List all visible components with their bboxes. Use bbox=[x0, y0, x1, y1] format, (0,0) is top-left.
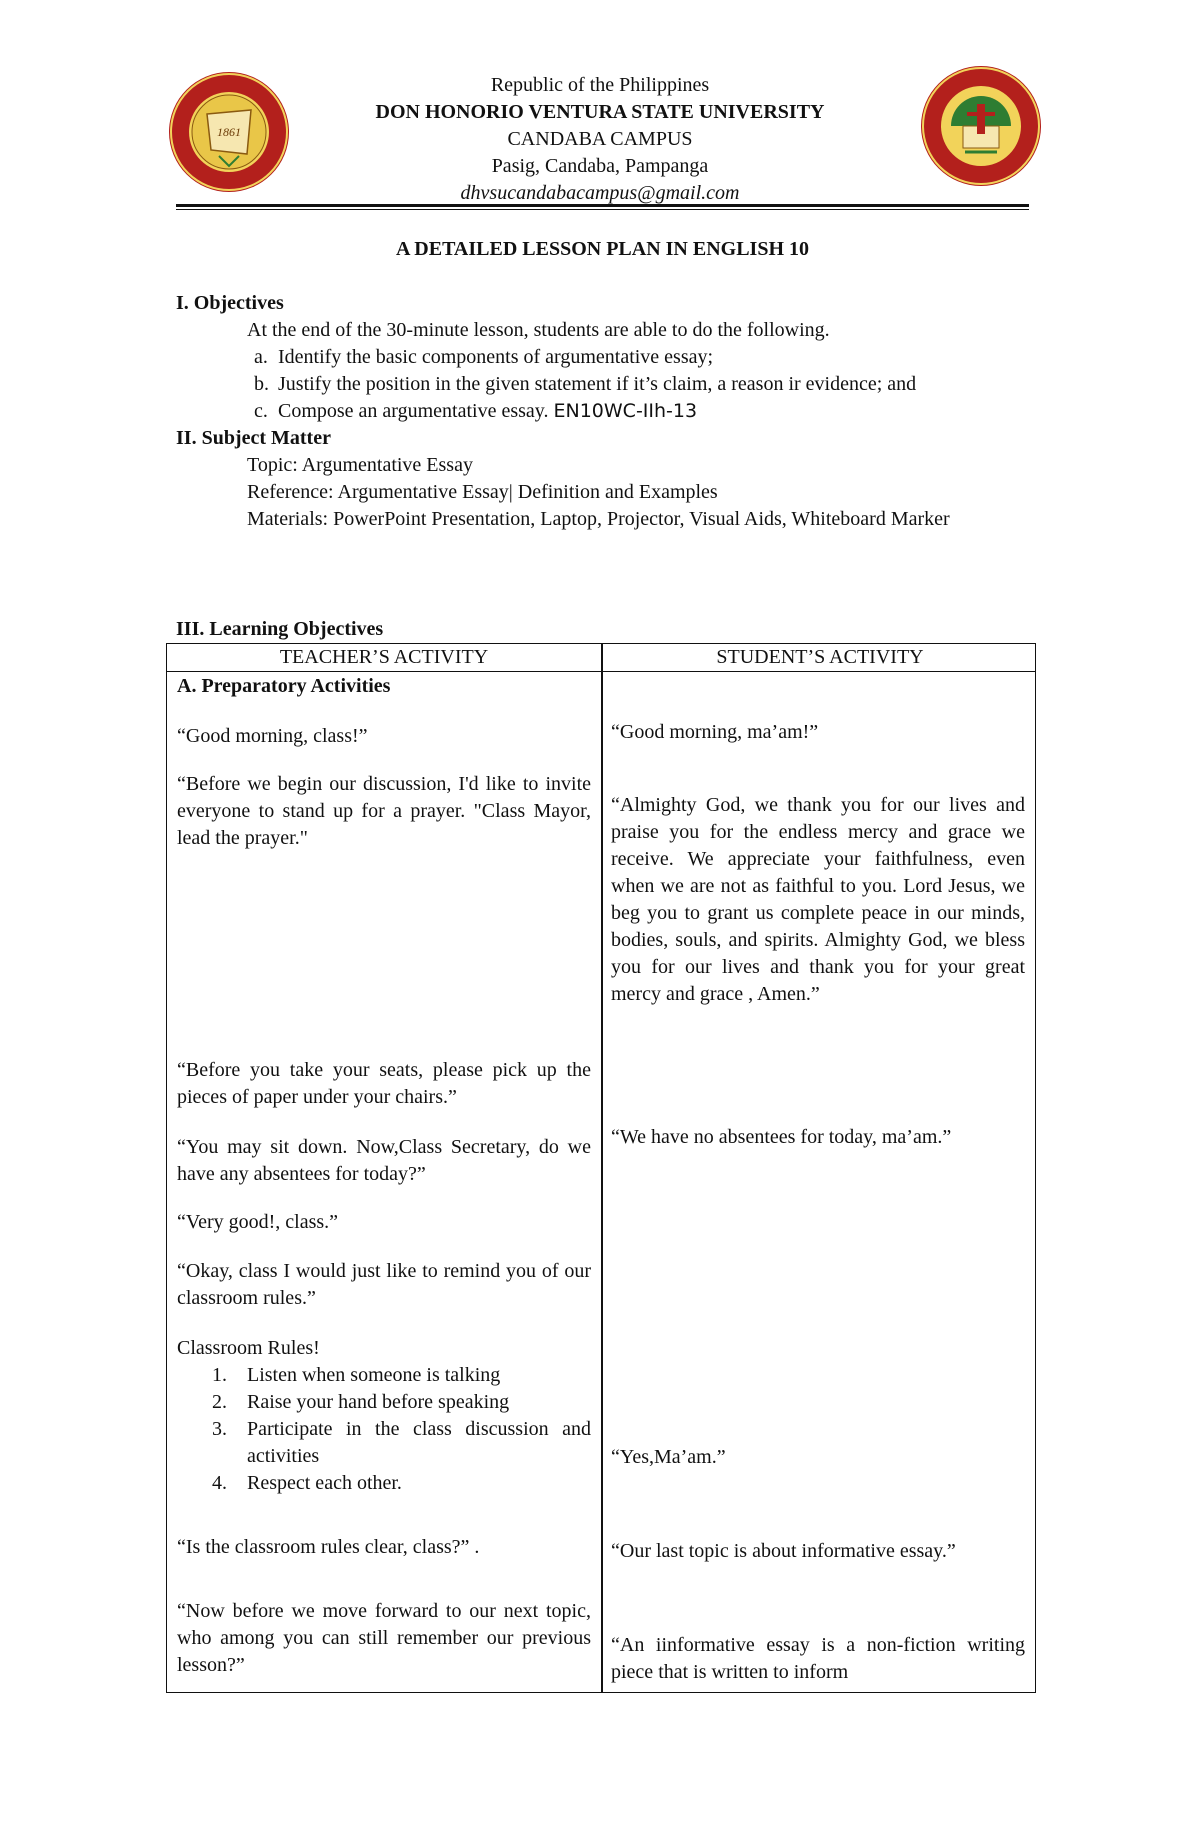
rule-item: 4. Respect each other. bbox=[212, 1472, 402, 1494]
activity-table bbox=[166, 643, 1036, 1693]
teacher-attendance: “You may sit down. Now,Class Secretary, do we have any absentees for today?” bbox=[177, 1136, 591, 1185]
student-prayer: “Almighty God, we thank you for our lives and praise you for the endless mercy and grace we receive. We appreciate your faithfulness, even when we are not as faithful to you. Lord Jesus, we beg you to grant us complete peace in our minds, bodies, souls, and spirits. Almighty God, we bless you for our lives and thank you for your great mercy and grace , Amen.” bbox=[611, 794, 1025, 1005]
teacher-prayer: “Before we begin our discussion, I'd like to invite everyone to stand up for a prayer. "Class Mayor, lead the prayer." bbox=[177, 773, 591, 849]
subject-reference: Reference: Argumentative Essay| Definition and Examples bbox=[247, 481, 718, 503]
objective-item: b. Justify the position in the given statement if it’s claim, a reason ir evidence; and bbox=[254, 373, 917, 395]
objectives-list bbox=[176, 344, 1029, 425]
republic-line: Republic of the Philippines bbox=[490, 74, 710, 96]
objective-item: a. Identify the basic components of argumentative essay; bbox=[254, 346, 714, 368]
teacher-column-header: TEACHER’S ACTIVITY bbox=[279, 646, 489, 668]
teacher-greeting: “Good morning, class!” bbox=[177, 725, 368, 747]
campus-email: dhvsucandabacampus@gmail.com bbox=[460, 182, 740, 204]
classroom-rules bbox=[177, 1335, 591, 1497]
seal-left-year: 1861 bbox=[217, 125, 241, 139]
objectives-heading: I. Objectives bbox=[176, 292, 284, 314]
learning-heading: III. Learning Objectives bbox=[176, 618, 384, 640]
competency-code: EN10WC-IIh-13 bbox=[553, 400, 698, 422]
student-informative: “An iinformative essay is a non-fiction writing piece that is written to inform bbox=[611, 1634, 1025, 1683]
student-last-topic: “Our last topic is about informative essay.” bbox=[611, 1540, 956, 1562]
student-yes: “Yes,Ma’am.” bbox=[611, 1446, 726, 1468]
rule-item: 3. Participate in the class discussion and activities bbox=[212, 1418, 591, 1467]
subject-topic: Topic: Argumentative Essay bbox=[247, 454, 473, 476]
rule-item: 1. Listen when someone is talking bbox=[212, 1364, 501, 1386]
teacher-remind: “Okay, class I would just like to remind you of our classroom rules.” bbox=[177, 1260, 591, 1309]
campus-address: Pasig, Candaba, Pampanga bbox=[491, 155, 709, 177]
student-absentees: “We have no absentees for today, ma’am.” bbox=[611, 1126, 952, 1148]
university-name: DON HONORIO VENTURA STATE UNIVERSITY bbox=[375, 101, 825, 123]
teacher-previous-lesson: “Now before we move forward to our next topic, who among you can still remember our previous lesson?” bbox=[177, 1600, 591, 1676]
rule-item: 2. Raise your hand before speaking bbox=[212, 1391, 510, 1413]
teacher-rules-clear: “Is the classroom rules clear, class?” . bbox=[177, 1536, 480, 1558]
university-seal-left bbox=[167, 70, 291, 194]
column-divider bbox=[601, 644, 603, 1692]
preparatory-heading: A. Preparatory Activities bbox=[177, 675, 391, 697]
objectives-section bbox=[176, 290, 1029, 533]
rules-title: Classroom Rules! bbox=[177, 1337, 320, 1359]
rules-list bbox=[177, 1362, 591, 1497]
teacher-seats: “Before you take your seats, please pick up the pieces of paper under your chairs.” bbox=[177, 1059, 591, 1108]
letterhead bbox=[300, 72, 900, 207]
subject-materials: Materials: PowerPoint Presentation, Laptop, Projector, Visual Aids, Whiteboard Marker bbox=[247, 508, 950, 530]
header-divider-thin bbox=[176, 209, 1029, 210]
campus-name: CANDABA CAMPUS bbox=[507, 128, 693, 150]
objectives-intro: At the end of the 30-minute lesson, students are able to do the following. bbox=[247, 319, 830, 341]
header-divider bbox=[176, 204, 1029, 207]
document-title: A DETAILED LESSON PLAN IN ENGLISH 10 bbox=[395, 238, 810, 260]
objective-item: c. Compose an argumentative essay. EN10WC-IIh-13 bbox=[254, 400, 698, 422]
university-seal-right bbox=[919, 64, 1043, 188]
student-greeting: “Good morning, ma’am!” bbox=[611, 721, 819, 743]
student-column-header: STUDENT’S ACTIVITY bbox=[716, 646, 924, 668]
subject-matter-heading: II. Subject Matter bbox=[176, 427, 331, 449]
teacher-very-good: “Very good!, class.” bbox=[177, 1211, 339, 1233]
